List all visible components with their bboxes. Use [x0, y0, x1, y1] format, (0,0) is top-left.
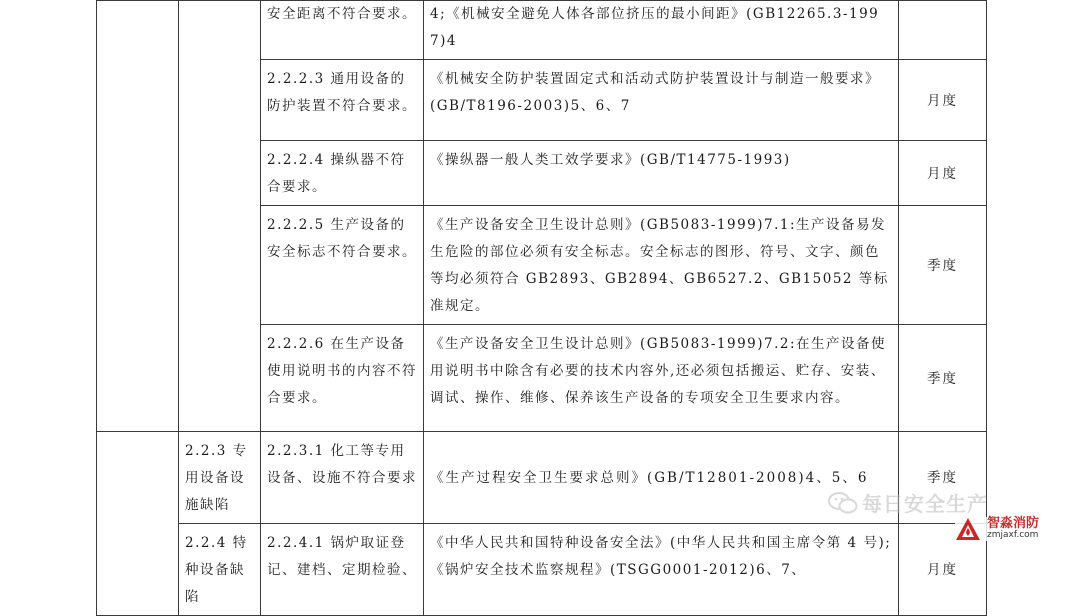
table-row — [97, 432, 987, 524]
logo-name: 智淼消防 — [987, 516, 1040, 532]
frequency-cell: 季度 — [899, 325, 987, 432]
table-row — [97, 1, 987, 60]
category-cell — [97, 1, 179, 432]
frequency-cell: 月度 — [899, 141, 987, 206]
item-cell: 2.2.2.6 在生产设备使用说明书的内容不符合要求。 — [261, 325, 424, 432]
basis-cell: 4;《机械安全避免人体各部位挤压的最小间距》(GB12265.3-1997)4 — [424, 1, 899, 60]
item-cell: 2.2.3.1 化工等专用设备、设施不符合要求 — [261, 432, 424, 524]
frequency-cell: 季度 — [899, 432, 987, 524]
basis-cell: 《中华人民共和国特种设备安全法》(中华人民共和国主席令第 4 号);《锅炉安全技术监察规程》(TSGG0001-2012)6、7、 — [424, 524, 899, 616]
item-cell: 安全距离不符合要求。 — [261, 1, 424, 60]
basis-cell: 《生产设备安全卫生设计总则》(GB5083-1999)7.2:在生产设备使用说明书中除含有必要的技术内容外,还必须包括搬运、贮存、安装、调试、操作、维修、保养该生产设备的专项安全卫生要求内容。 — [424, 325, 899, 432]
frequency-cell: 季度 — [899, 206, 987, 325]
basis-cell: 《操纵器一般人类工效学要求》(GB/T14775-1993) — [424, 141, 899, 206]
basis-cell: 《生产设备安全卫生设计总则》(GB5083-1999)7.1:生产设备易发生危险的部位必须有安全标志。安全标志的图形、符号、文字、颜色等均必须符合 GB2893、GB2894、GB6527.2、GB15052 等标准规定。 — [424, 206, 899, 325]
item-cell: 2.2.2.4 操纵器不符合要求。 — [261, 141, 424, 206]
frequency-cell — [899, 1, 987, 60]
watermark-text: 每日安全生产 — [862, 492, 988, 516]
basis-cell: 《生产过程安全卫生要求总则》(GB/T12801-2008)4、5、6 — [424, 432, 899, 524]
logo-url: zmjaxf.com — [987, 530, 1039, 541]
item-cell: 2.2.2.3 通用设备的防护装置不符合要求。 — [261, 60, 424, 141]
item-cell: 2.2.2.5 生产设备的安全标志不符合要求。 — [261, 206, 424, 325]
standards-table — [96, 0, 987, 616]
flame-triangle-icon — [955, 517, 981, 541]
subcategory-cell: 2.2.3 专用设备设施缺陷 — [179, 432, 261, 524]
frequency-cell: 月度 — [899, 60, 987, 141]
subcategory-cell — [179, 1, 261, 432]
category-cell — [97, 432, 179, 616]
frequency-cell: 月度 — [899, 524, 987, 616]
basis-cell: 《机械安全防护装置固定式和活动式防护装置设计与制造一般要求》(GB/T8196-2003)5、6、7 — [424, 60, 899, 141]
subcategory-cell: 2.2.4 特种设备缺陷 — [179, 524, 261, 616]
item-cell: 2.2.4.1 锅炉取证登记、建档、定期检验、 — [261, 524, 424, 616]
brand-logo — [955, 517, 1039, 541]
table-row — [97, 524, 987, 616]
